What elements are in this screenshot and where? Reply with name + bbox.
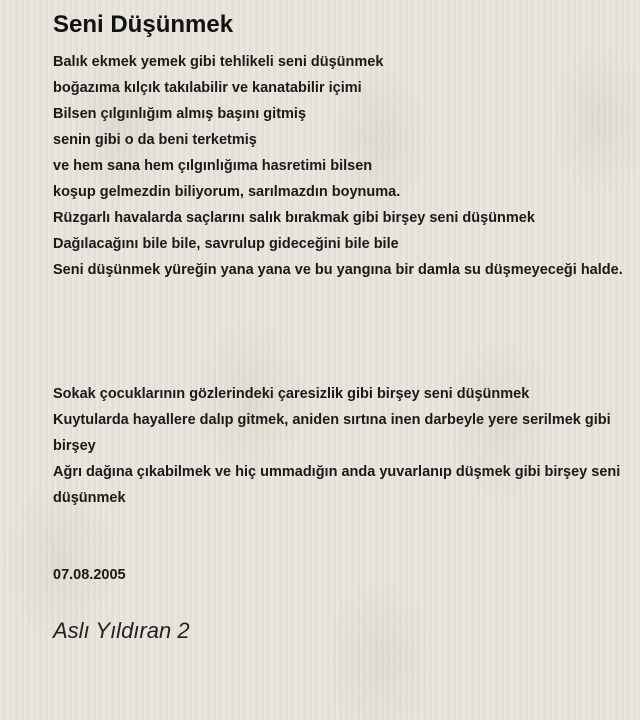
poem-title: Seni Düşünmek [53,11,234,38]
poem-author: Aslı Yıldıran 2 [53,618,190,643]
poem-line: Rüzgarlı havalarda saçlarını salık bırakmak gibi birşey seni düşünmek [53,210,535,226]
poem-line: Kuytularda hayallere dalıp gitmek, aniden sırtına inen darbeyle yere serilmek gibi birşey [53,412,611,454]
poem-date: 07.08.2005 [53,567,126,583]
poem-line: Seni düşünmek yüreğin yana yana ve bu yangına bir damla su düşmeyeceği halde. [53,262,623,278]
stanza-1 [53,49,623,283]
poem-line: senin gibi o da beni terketmiş [53,132,257,148]
poem-line: ve hem sana hem çılgınlığıma hasretimi bilsen [53,158,373,174]
poem-line: Bilsen çılgınlığım almış başını gitmiş [53,106,307,122]
stanza-2 [53,381,623,511]
poem-line: Dağılacağını bile bile, savrulup gideceğini bile bile [53,236,399,252]
poem-line: Sokak çocuklarının gözlerindeki çaresizlik gibi birşey seni düşünmek [53,386,530,402]
poem-line: boğazıma kılçık takılabilir ve kanatabilir içimi [53,80,362,96]
poem-line: Ağrı dağına çıkabilmek ve hiç ummadığın anda yuvarlanıp düşmek gibi birşey seni düşünmek [53,464,621,506]
poem-line: koşup gelmezdin biliyorum, sarılmazdın boynuma. [53,184,401,200]
poem-line: Balık ekmek yemek gibi tehlikeli seni düşünmek [53,54,384,70]
poem-container [53,8,623,646]
